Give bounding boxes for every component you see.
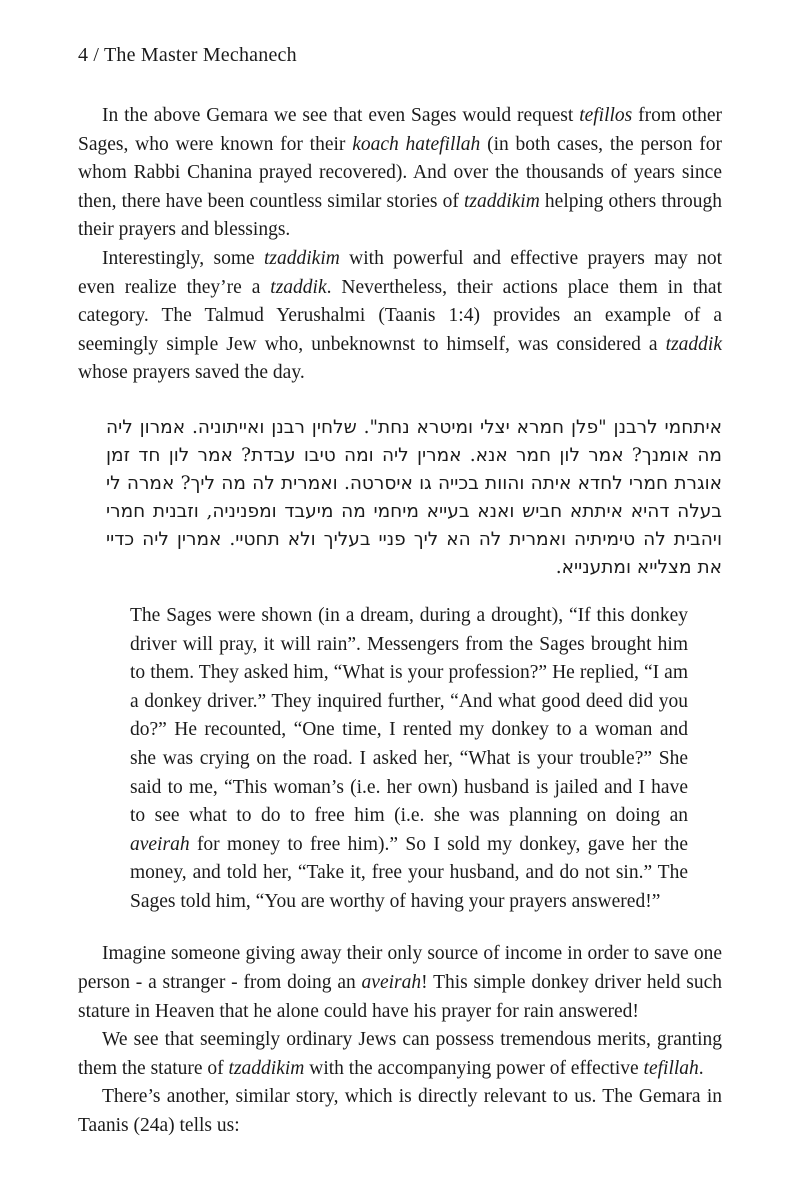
- hebrew-aramaic-quote: איתחמי לרבנן "פלן חמרא יצלי ומיטרא נחת". שלחין רבנן ואייתוניה. אמרון ליה מה אומנך? אמר לון חמר אנא. אמרין ליה ומה טיבו עבדת? אמר לון חד זמן אוגרת חמרי לחדא איתה והוות בכייה גו איסרטה. ואמרית לה מה ליך? אמרה לי בעלה דהיא איתתא חביש ואנא בעייא מיחמי מה מיעבד ומפניניה, וזבנית חמרי ויהבית לה טימיתיה ואמרית לה הא ליך פניי בעליך ולא תחטיי. אמרין ליה כדיי את מצלייא ומתענייא.: [106, 416, 722, 578]
- paragraph-another-story: There’s another, similar story, which is directly relevant to us. The Gemara in Taanis (24a) tells us:: [78, 1086, 722, 1137]
- paragraph-ordinary-jews: We see that seemingly ordinary Jews can possess tremendous merits, granting them the stature of tzaddikim with the accompanying power of effective tefillah.: [78, 1029, 722, 1079]
- running-header: [78, 42, 722, 68]
- translation-blockquote: The Sages were shown (in a dream, during a drought), “If this donkey driver will pray, it will rain”. Messengers from the Sages brought him to them. They asked him, “What is your profession?” He replied, “I am a donkey driver.” They inquired further, “And what good deed did you do?” He recounted, “One time, I rented my donkey to a woman and she was crying on the road. I asked her, “What is your trouble?” She said to me, “This woman’s (i.e. her own) husband is jailed and I have to see what to do to free him (i.e. she was planning on doing an aveirah for money to free him).” So I sold my donkey, gave her the money, and told her, “Take it, free your husband, and do not sin.” The Sages told him, “You are worthy of having your prayers answered!”: [130, 604, 688, 912]
- paragraph-gemara-intro: In the above Gemara we see that even Sages would request tefillos from other Sages, who were known for their koach hatefillah (in both cases, the person for whom Rabbi Chanina prayed recovered). And over the thousands of years since then, there have been countless similar stories of tzaddikim helping others through their prayers and blessings.: [78, 105, 722, 241]
- paragraph-imagine: Imagine someone giving away their only source of income in order to save one person - a stranger - from doing an aveirah! This simple donkey driver held such stature in Heaven that he alone could have his prayer for rain answered!: [78, 943, 722, 1022]
- paragraph-tzaddikim-explanation: Interestingly, some tzaddikim with powerful and effective prayers may not even realize they’re a tzaddik. Nevertheless, their actions place them in that category. The Talmud Yerushalmi (Taanis 1:4) provides an example of a seemingly simple Jew who, unbeknownst to himself, was considered a tzaddik whose prayers saved the day.: [78, 247, 723, 384]
- page-number-and-book-title: 4 / The Master Mechanech: [78, 44, 297, 66]
